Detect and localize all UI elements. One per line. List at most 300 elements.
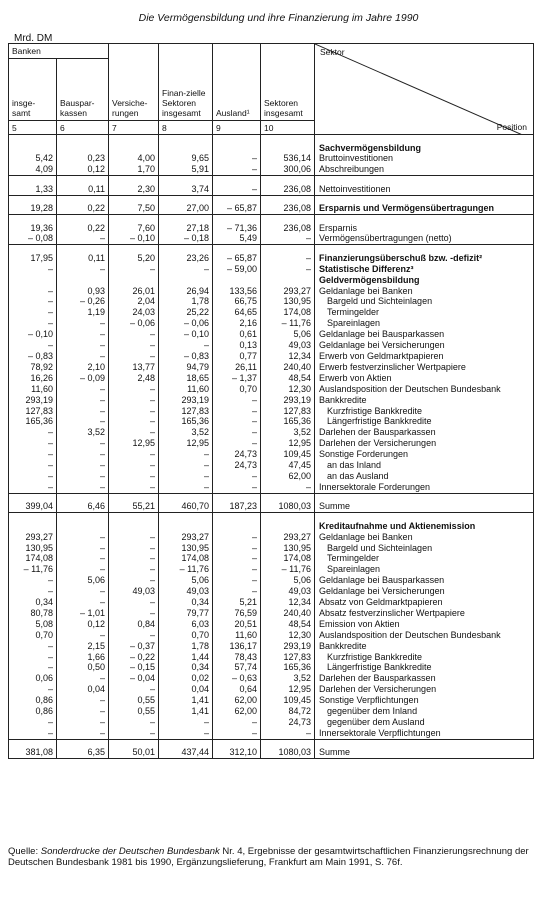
value-cell: –: [109, 427, 159, 438]
value-cell: –: [57, 471, 109, 482]
spacer-cell: [261, 245, 315, 253]
position-label: Sachvermögensbildung: [315, 143, 534, 154]
value-cell: –: [9, 340, 57, 351]
value-cell: –: [9, 684, 57, 695]
table-row: [9, 521, 534, 532]
position-label: Spareinlagen: [315, 564, 534, 575]
value-cell: –: [57, 543, 109, 554]
table-row: [9, 406, 534, 417]
header-col-10: Sektoren insgesamt: [261, 44, 315, 121]
value-cell: 293,27: [9, 532, 57, 543]
value-cell: [9, 275, 57, 286]
spacer-cell: [213, 245, 261, 253]
value-cell: –: [109, 449, 159, 460]
value-cell: 78,43: [213, 652, 261, 663]
financial-table: [8, 43, 534, 759]
table-row: [9, 329, 534, 340]
value-cell: 133,56: [213, 286, 261, 297]
table-row: [9, 652, 534, 663]
value-cell: 49,03: [109, 586, 159, 597]
spacer-cell: [315, 245, 534, 253]
table-row: [9, 286, 534, 297]
header-col-9: Ausland¹: [213, 44, 261, 121]
table-row: [9, 608, 534, 619]
position-label: Darlehen der Bausparkassen: [315, 673, 534, 684]
position-label: Kurzfristige Bankkredite: [315, 652, 534, 663]
source-note: [8, 846, 548, 868]
value-cell: –: [213, 586, 261, 597]
value-cell: 48,54: [261, 373, 315, 384]
value-cell: – 0,08: [9, 233, 57, 244]
value-cell: 24,73: [213, 449, 261, 460]
value-cell: 50,01: [109, 747, 159, 758]
value-cell: 0,11: [57, 184, 109, 195]
value-cell: –: [261, 482, 315, 493]
value-cell: –: [57, 673, 109, 684]
value-cell: 7,50: [109, 203, 159, 214]
position-label: Bargeld und Sichteinlagen: [315, 296, 534, 307]
table-row: [9, 630, 534, 641]
value-cell: 11,60: [9, 384, 57, 395]
value-cell: 109,45: [261, 449, 315, 460]
value-cell: 49,03: [159, 586, 213, 597]
value-cell: –: [159, 449, 213, 460]
value-cell: –: [9, 296, 57, 307]
spacer-cell: [261, 215, 315, 223]
table-row: [9, 184, 534, 195]
position-label: Kurzfristige Bankkredite: [315, 406, 534, 417]
table-row: [9, 684, 534, 695]
position-label: Darlehen der Versicherungen: [315, 684, 534, 695]
value-cell: –: [57, 460, 109, 471]
value-cell: 6,46: [57, 501, 109, 512]
value-cell: 240,40: [261, 608, 315, 619]
value-cell: 66,75: [213, 296, 261, 307]
value-cell: 5,91: [159, 164, 213, 175]
value-cell: 165,36: [9, 416, 57, 427]
value-cell: 236,08: [261, 203, 315, 214]
value-cell: [109, 521, 159, 532]
spacer-cell: [9, 245, 57, 253]
value-cell: 0,84: [109, 619, 159, 630]
value-cell: [213, 275, 261, 286]
value-cell: 293,27: [261, 532, 315, 543]
spacer-cell: [57, 176, 109, 184]
table-row: [9, 460, 534, 471]
spacer-cell: [315, 215, 534, 223]
header-num-6: 6: [57, 121, 109, 135]
value-cell: 27,00: [159, 203, 213, 214]
value-cell: 240,40: [261, 362, 315, 373]
position-label: Spareinlagen: [315, 318, 534, 329]
value-cell: 293,19: [261, 641, 315, 652]
header-col-7: Versiche-rungen: [109, 44, 159, 121]
value-cell: –: [109, 597, 159, 608]
value-cell: –: [57, 351, 109, 362]
spacer-cell: [315, 739, 534, 747]
spacer-cell: [57, 739, 109, 747]
value-cell: 4,00: [109, 153, 159, 164]
spacer-cell: [315, 176, 534, 184]
value-cell: 293,19: [9, 395, 57, 406]
value-cell: 5,06: [261, 575, 315, 586]
value-cell: [213, 143, 261, 154]
position-label: Abschreibungen: [315, 164, 534, 175]
value-cell: – 1,01: [57, 608, 109, 619]
value-cell: –: [159, 340, 213, 351]
value-cell: –: [9, 586, 57, 597]
spacer-cell: [9, 739, 57, 747]
value-cell: –: [9, 482, 57, 493]
spacer-cell: [109, 135, 159, 143]
value-cell: [109, 275, 159, 286]
value-cell: –: [213, 416, 261, 427]
value-cell: 12,95: [261, 684, 315, 695]
value-cell: 236,08: [261, 184, 315, 195]
spacer-cell: [261, 135, 315, 143]
position-label: Geldanlage bei Versicherungen: [315, 340, 534, 351]
value-cell: 4,09: [9, 164, 57, 175]
value-cell: –: [109, 416, 159, 427]
spacer-cell: [109, 493, 159, 501]
table-row: [9, 717, 534, 728]
value-cell: [57, 143, 109, 154]
value-cell: 0,06: [9, 673, 57, 684]
spacer-cell: [109, 176, 159, 184]
value-cell: 300,06: [261, 164, 315, 175]
value-cell: –: [159, 728, 213, 739]
spacer-cell: [9, 493, 57, 501]
header-position: Position: [496, 122, 527, 132]
value-cell: – 65,87: [213, 203, 261, 214]
value-cell: 0,34: [159, 662, 213, 673]
value-cell: 130,95: [261, 296, 315, 307]
value-cell: 26,94: [159, 286, 213, 297]
value-cell: 84,72: [261, 706, 315, 717]
value-cell: 0,61: [213, 329, 261, 340]
value-cell: –: [57, 329, 109, 340]
value-cell: –: [159, 264, 213, 275]
spacer-cell: [9, 215, 57, 223]
value-cell: –: [57, 395, 109, 406]
value-cell: –: [57, 564, 109, 575]
value-cell: 3,52: [261, 673, 315, 684]
value-cell: 0,02: [159, 673, 213, 684]
position-label: Bankkredite: [315, 641, 534, 652]
value-cell: 0,55: [109, 706, 159, 717]
spacer-cell: [9, 513, 57, 521]
spacer-cell: [9, 135, 57, 143]
value-cell: –: [57, 706, 109, 717]
value-cell: 127,83: [9, 406, 57, 417]
value-cell: [9, 143, 57, 154]
value-cell: –: [213, 717, 261, 728]
value-cell: – 0,18: [159, 233, 213, 244]
value-cell: –: [213, 427, 261, 438]
value-cell: –: [213, 532, 261, 543]
header-sektor-position: [315, 44, 534, 135]
value-cell: – 59,00: [213, 264, 261, 275]
value-cell: 1,66: [57, 652, 109, 663]
value-cell: –: [109, 264, 159, 275]
value-cell: –: [57, 695, 109, 706]
value-cell: – 0,15: [109, 662, 159, 673]
value-cell: –: [109, 351, 159, 362]
position-label: Darlehen der Bausparkassen: [315, 427, 534, 438]
value-cell: –: [213, 482, 261, 493]
value-cell: 136,17: [213, 641, 261, 652]
value-cell: 6,35: [57, 747, 109, 758]
table-row: [9, 747, 534, 758]
value-cell: –: [57, 586, 109, 597]
value-cell: 127,83: [159, 406, 213, 417]
value-cell: –: [9, 728, 57, 739]
value-cell: –: [109, 384, 159, 395]
table-row: [9, 438, 534, 449]
value-cell: 17,95: [9, 253, 57, 264]
position-label: an das Inland: [315, 460, 534, 471]
value-cell: –: [109, 553, 159, 564]
value-cell: 5,06: [261, 329, 315, 340]
position-label: Innersektorale Forderungen: [315, 482, 534, 493]
value-cell: – 71,36: [213, 223, 261, 234]
value-cell: 0,70: [213, 384, 261, 395]
value-cell: 1,41: [159, 695, 213, 706]
table-row: [9, 619, 534, 630]
value-cell: –: [57, 318, 109, 329]
table-row: [9, 264, 534, 275]
value-cell: – 0,22: [109, 652, 159, 663]
spacer-cell: [213, 739, 261, 747]
spacer-cell: [159, 176, 213, 184]
spacer-cell: [159, 739, 213, 747]
header-num-9: 9: [213, 121, 261, 135]
value-cell: 165,36: [261, 416, 315, 427]
position-label: Summe: [315, 747, 534, 758]
value-cell: – 11,76: [261, 318, 315, 329]
spacer-cell: [159, 493, 213, 501]
value-cell: 536,14: [261, 153, 315, 164]
value-cell: –: [213, 406, 261, 417]
value-cell: –: [109, 564, 159, 575]
value-cell: –: [109, 406, 159, 417]
position-label: Geldanlage bei Banken: [315, 532, 534, 543]
value-cell: 24,73: [261, 717, 315, 728]
value-cell: 437,44: [159, 747, 213, 758]
value-cell: –: [261, 728, 315, 739]
value-cell: 2,15: [57, 641, 109, 652]
spacer-cell: [261, 493, 315, 501]
value-cell: – 1,37: [213, 373, 261, 384]
value-cell: 0,70: [9, 630, 57, 641]
value-cell: 25,22: [159, 307, 213, 318]
position-label: Termingelder: [315, 307, 534, 318]
value-cell: 64,65: [213, 307, 261, 318]
value-cell: –: [57, 553, 109, 564]
table-row: [9, 143, 534, 154]
table-row: [9, 395, 534, 406]
value-cell: –: [213, 471, 261, 482]
value-cell: –: [9, 307, 57, 318]
position-label: Absatz von Geldmarktpapieren: [315, 597, 534, 608]
value-cell: 174,08: [261, 553, 315, 564]
spacer-cell: [57, 513, 109, 521]
value-cell: 187,23: [213, 501, 261, 512]
value-cell: 2,48: [109, 373, 159, 384]
table-row: [9, 164, 534, 175]
value-cell: –: [109, 684, 159, 695]
value-cell: 24,73: [213, 460, 261, 471]
header-col-8: Finan-zielle Sektoren insgesamt: [159, 44, 213, 121]
value-cell: –: [109, 575, 159, 586]
value-cell: –: [213, 543, 261, 554]
value-cell: – 0,10: [159, 329, 213, 340]
table-row: [9, 673, 534, 684]
value-cell: 0,50: [57, 662, 109, 673]
position-label: Bankkredite: [315, 395, 534, 406]
value-cell: 12,30: [261, 630, 315, 641]
value-cell: 12,30: [261, 384, 315, 395]
value-cell: [261, 143, 315, 154]
value-cell: 79,77: [159, 608, 213, 619]
table-row: [9, 597, 534, 608]
table-row: [9, 373, 534, 384]
value-cell: –: [159, 460, 213, 471]
spacer-cell: [261, 176, 315, 184]
position-label: Geldanlage bei Bausparkassen: [315, 329, 534, 340]
value-cell: 1080,03: [261, 747, 315, 758]
value-cell: [159, 143, 213, 154]
value-cell: 3,52: [57, 427, 109, 438]
value-cell: –: [57, 264, 109, 275]
value-cell: 0,70: [159, 630, 213, 641]
table-row: [9, 564, 534, 575]
value-cell: –: [213, 438, 261, 449]
value-cell: – 0,83: [159, 351, 213, 362]
header-num-7: 7: [109, 121, 159, 135]
spacer-cell: [57, 245, 109, 253]
spacer-cell: [213, 493, 261, 501]
value-cell: –: [159, 482, 213, 493]
value-cell: 55,21: [109, 501, 159, 512]
value-cell: 19,36: [9, 223, 57, 234]
value-cell: 1,33: [9, 184, 57, 195]
header-num-10: 10: [261, 121, 315, 135]
value-cell: 0,13: [213, 340, 261, 351]
spacer-cell: [57, 135, 109, 143]
value-cell: 3,52: [159, 427, 213, 438]
value-cell: – 11,76: [159, 564, 213, 575]
value-cell: – 0,06: [159, 318, 213, 329]
value-cell: – 0,37: [109, 641, 159, 652]
value-cell: 2,10: [57, 362, 109, 373]
source-prefix: Quelle:: [8, 846, 41, 857]
value-cell: 0,12: [57, 164, 109, 175]
row-spacer: [9, 176, 534, 184]
header-banken: Banken: [9, 44, 109, 59]
table-row: [9, 482, 534, 493]
value-cell: –: [57, 340, 109, 351]
value-cell: –: [9, 427, 57, 438]
value-cell: –: [109, 482, 159, 493]
table-row: [9, 362, 534, 373]
value-cell: 312,10: [213, 747, 261, 758]
spacer-cell: [213, 176, 261, 184]
value-cell: 12,95: [261, 438, 315, 449]
value-cell: 12,34: [261, 597, 315, 608]
value-cell: –: [109, 471, 159, 482]
value-cell: –: [109, 608, 159, 619]
table-row: [9, 307, 534, 318]
value-cell: 2,04: [109, 296, 159, 307]
value-cell: 127,83: [261, 652, 315, 663]
value-cell: 12,95: [109, 438, 159, 449]
value-cell: 62,00: [213, 695, 261, 706]
value-cell: –: [9, 449, 57, 460]
position-label: Bargeld und Sichteinlagen: [315, 543, 534, 554]
table-row: [9, 203, 534, 214]
table-row: [9, 449, 534, 460]
value-cell: 293,19: [159, 395, 213, 406]
value-cell: –: [9, 717, 57, 728]
position-label: Erwerb festverzinslicher Wertpapiere: [315, 362, 534, 373]
value-cell: –: [109, 728, 159, 739]
spacer-cell: [213, 215, 261, 223]
spacer-cell: [9, 195, 57, 203]
value-cell: 127,83: [261, 406, 315, 417]
value-cell: 1,44: [159, 652, 213, 663]
value-cell: 80,78: [9, 608, 57, 619]
value-cell: – 0,83: [9, 351, 57, 362]
value-cell: –: [213, 728, 261, 739]
value-cell: –: [9, 575, 57, 586]
table-row: [9, 553, 534, 564]
value-cell: –: [159, 717, 213, 728]
value-cell: [9, 521, 57, 532]
position-label: an das Ausland: [315, 471, 534, 482]
source-rest: Nr. 4, Ergebnisse der gesamtwirtschaftlichen Finanzierungsrechnung der Deutschen Bundesbank 1981 bis 1990, Ergänzungslieferung, Frankfurt am Main 1991, S. 76f.: [8, 846, 529, 868]
value-cell: [261, 275, 315, 286]
position-label: Ersparnis: [315, 223, 534, 234]
table-body: [9, 135, 534, 759]
value-cell: 460,70: [159, 501, 213, 512]
table-row: [9, 253, 534, 264]
value-cell: 9,65: [159, 153, 213, 164]
position-label: gegenüber dem Ausland: [315, 717, 534, 728]
value-cell: 3,52: [261, 427, 315, 438]
value-cell: 130,95: [9, 543, 57, 554]
position-label: Längerfristige Bankkredite: [315, 416, 534, 427]
spacer-cell: [57, 195, 109, 203]
value-cell: –: [9, 318, 57, 329]
row-spacer: [9, 215, 534, 223]
value-cell: –: [109, 543, 159, 554]
value-cell: 5,06: [159, 575, 213, 586]
value-cell: [109, 143, 159, 154]
value-cell: [57, 275, 109, 286]
position-label: Geldanlage bei Bausparkassen: [315, 575, 534, 586]
value-cell: [57, 521, 109, 532]
spacer-cell: [109, 739, 159, 747]
spacer-cell: [109, 215, 159, 223]
value-cell: –: [9, 460, 57, 471]
value-cell: –: [261, 253, 315, 264]
position-label: Vermögensübertragungen (netto): [315, 233, 534, 244]
row-spacer: [9, 493, 534, 501]
position-label: Auslandsposition der Deutschen Bundesbank: [315, 384, 534, 395]
position-label: Erwerb von Aktien: [315, 373, 534, 384]
table-row: [9, 471, 534, 482]
